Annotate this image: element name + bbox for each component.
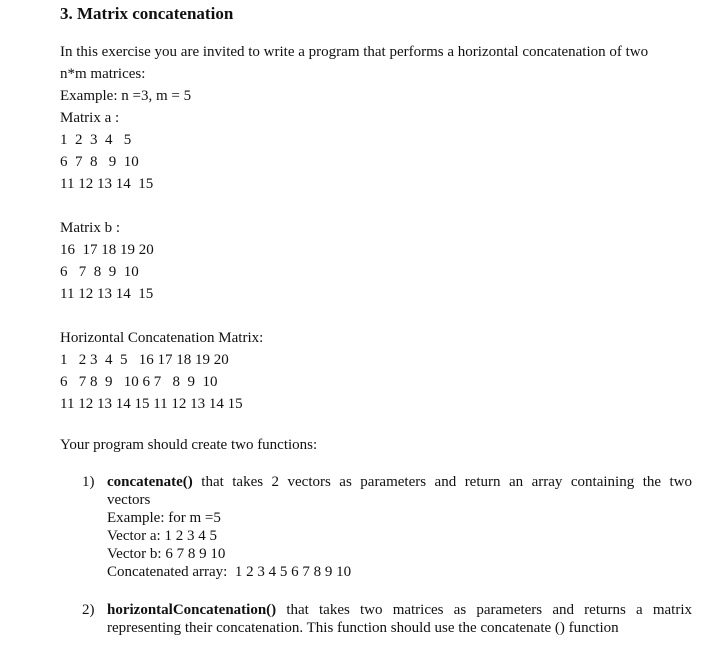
function-desc-line-2: vectors <box>107 492 151 508</box>
list-number: 1) <box>82 474 95 490</box>
concat-matrix-row: 6 7 8 9 10 6 7 8 9 10 <box>60 374 218 390</box>
functions-intro: Your program should create two functions: <box>60 437 318 453</box>
function-name: concatenate() <box>107 474 193 490</box>
intro-line-1: In this exercise you are invited to write a program that performs a horizontal concatenation of two <box>60 44 649 60</box>
function-desc-text: that takes two matrices as parameters and returns a matrix <box>276 602 692 618</box>
function-desc-text: that takes 2 vectors as parameters and return an array containing the two <box>192 474 692 490</box>
matrix-b-row: 11 12 13 14 15 <box>60 286 154 302</box>
function-example-line: Vector b: 6 7 8 9 10 <box>107 546 226 562</box>
matrix-a-row: 1 2 3 4 5 <box>60 132 132 148</box>
matrix-a-row: 11 12 13 14 15 <box>60 176 154 192</box>
concat-matrix-row: 1 2 3 4 5 16 17 18 19 20 <box>60 352 229 368</box>
function-desc-line-1 <box>107 601 692 619</box>
intro-paragraph <box>60 41 690 85</box>
function-item-concatenate <box>82 473 692 581</box>
matrix-a-label: Matrix a : <box>60 110 120 126</box>
function-desc-line-1 <box>107 473 692 491</box>
function-desc-line-2: representing their concatenation. This function should use the concatenate () function <box>107 620 619 636</box>
function-description <box>107 601 692 637</box>
intro-line-2: n*m matrices: <box>60 66 146 82</box>
function-description <box>107 473 692 581</box>
concat-matrix-row: 11 12 13 14 15 11 12 13 14 15 <box>60 396 243 412</box>
function-name: horizontalConcatenation() <box>107 602 277 618</box>
matrix-b-label: Matrix b : <box>60 220 120 236</box>
matrix-b-row: 16 17 18 19 20 <box>60 242 154 258</box>
list-number: 2) <box>82 602 95 618</box>
function-item-horizontal-concatenation <box>82 601 692 637</box>
matrix-b-row: 6 7 8 9 10 <box>60 264 139 280</box>
function-example-line: Vector a: 1 2 3 4 5 <box>107 528 217 544</box>
example-dimensions: Example: n =3, m = 5 <box>60 88 192 104</box>
concat-matrix-label: Horizontal Concatenation Matrix: <box>60 330 264 346</box>
matrix-a-row: 6 7 8 9 10 <box>60 154 139 170</box>
function-example-line: Concatenated array: 1 2 3 4 5 6 7 8 9 10 <box>107 564 352 580</box>
function-example-line: Example: for m =5 <box>107 510 221 526</box>
section-heading: 3. Matrix concatenation <box>60 4 234 23</box>
